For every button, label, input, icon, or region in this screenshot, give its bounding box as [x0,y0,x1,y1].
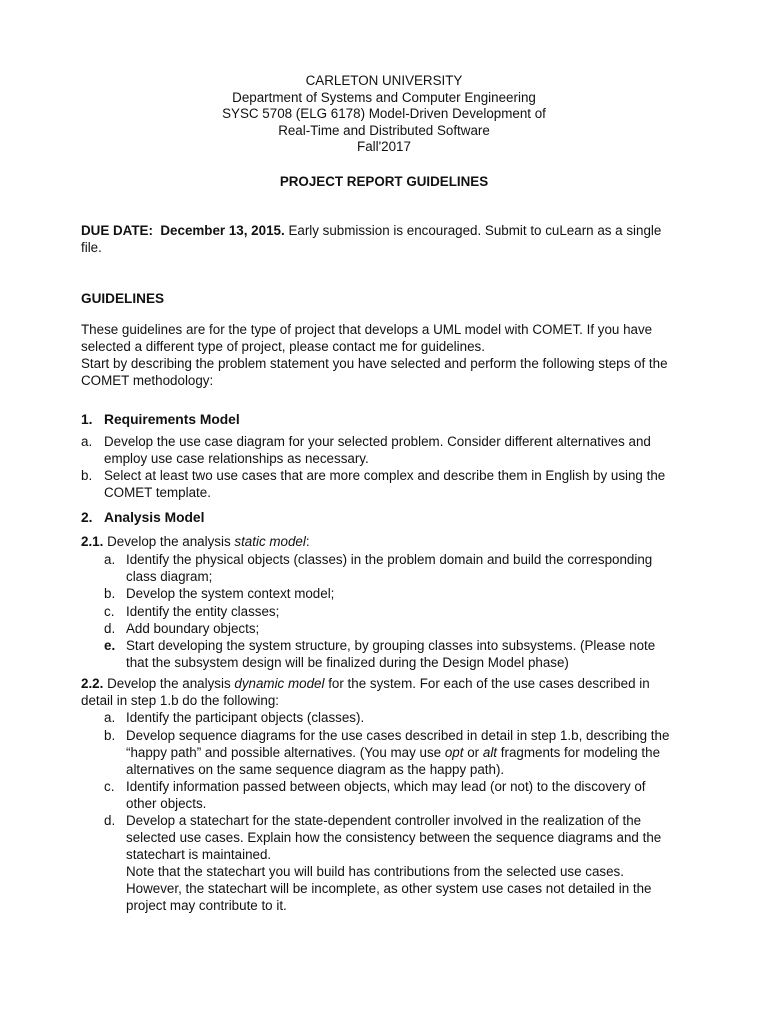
s22-d-note2: However, the statechart will be incomplete, as other system use cases not detailed in the [126,881,652,896]
section-2-1-post: : [305,534,310,549]
s22-c-label: c. [104,779,115,794]
s21-e-label: e. [104,638,116,653]
s22-a-line1: Identify the participant objects (classes). [126,710,365,725]
section-2-1-pre: Develop the analysis [107,534,231,549]
university-name: CARLETON UNIVERSITY [305,73,463,88]
s21-a-line1: Identify the physical objects (classes) in the problem domain and build the corresponding [126,552,653,567]
s21-c-line1: Identify the entity classes; [126,604,280,619]
req-item-a-line1: Develop the use case diagram for your selected problem. Consider different alternatives and [104,434,651,449]
document-header [0,73,768,156]
req-item-b-line1: Select at least two use cases that are more complex and describe them in English by using the [104,468,666,483]
course-title-line2: Real-Time and Distributed Software [278,122,490,138]
page-title: PROJECT REPORT GUIDELINES [279,174,489,189]
s22-c-line2: other objects. [126,796,207,811]
s22-d-line1: Develop a statechart for the state-dependent controller involved in the realization of the [126,813,642,828]
term: Fall'2017 [357,139,411,155]
guidelines-p1-line1: These guidelines are for the type of project that develops a UML model with COMET. If you have [81,322,653,337]
guidelines-p2-line2: COMET methodology: [81,373,214,388]
due-date-label: DUE DATE: [81,223,153,238]
s21-c-label: c. [104,604,115,619]
requirements-number: 1. [81,412,93,427]
s22-d-label: d. [104,813,116,828]
course-title-line1: SYSC 5708 (ELG 6178) Model-Driven Development of [222,106,546,122]
s22-b-line2-pre: “happy path” and possible alternatives. (You may use [126,745,442,760]
s22-d-line3: statechart is maintained. [126,847,272,862]
s22-d-note1: Note that the statechart you will build has contributions from the selected use cases. [126,864,624,879]
s22-b-line2-post: fragments for modeling the [500,745,661,760]
analysis-heading: Analysis Model [104,510,205,525]
s22-c-line1: Identify information passed between objects, which may lead (or not) to the discovery of [126,779,646,794]
s22-b-line2 [126,745,660,762]
s21-e-line2: that the subsystem design will be finalized during the Design Model phase) [126,655,569,670]
s21-a-line2: class diagram; [126,569,213,584]
s22-b-line2-alt: alt [482,745,498,760]
section-2-1-emphasis: static model [234,534,306,549]
s22-b-line2-opt: opt [444,745,464,760]
s21-d-label: d. [104,621,116,636]
section-2-2-line2: detail in step 1.b do the following: [81,693,280,708]
guidelines-p1-line2: selected a different type of project, please contact me for guidelines. [81,339,485,354]
analysis-number: 2. [81,510,93,525]
due-date-value: December 13, 2015. [160,223,285,238]
s21-b-label: b. [104,586,116,601]
req-item-a-label: a. [81,434,93,449]
s22-b-line1: Develop sequence diagrams for the use cases described in detail in step 1.b, describing the [126,728,670,743]
s22-a-label: a. [104,710,116,725]
s22-b-line3: alternatives on the same sequence diagram as the happy path). [126,762,505,777]
section-2-2-pre: Develop the analysis [107,676,231,691]
s22-b-line2-mid: or [467,745,480,760]
s21-e-line1: Start developing the system structure, by grouping classes into subsystems. (Please note [126,638,656,653]
due-date-text: Early submission is encouraged. Submit to cuLearn as a single [288,223,662,238]
s21-b-line1: Develop the system context model; [126,586,335,601]
s22-d-line2: selected use cases. Explain how the consistency between the sequence diagrams and the [126,830,662,845]
guidelines-heading: GUIDELINES [81,291,165,306]
s22-b-label: b. [104,728,116,743]
s21-a-label: a. [104,552,116,567]
guidelines-p2-line1: Start by describing the problem statement you have selected and perform the following steps of the [81,356,668,371]
section-2-2-emphasis: dynamic model [234,676,325,691]
req-item-a-line2: employ use case relationships as necessary. [104,451,369,466]
s22-d-note3: project may contribute to it. [126,898,287,913]
s21-d-line1: Add boundary objects; [126,621,260,636]
section-2-2-intro [81,676,650,693]
section-2-1-intro [81,534,310,551]
req-item-b-line2: COMET template. [104,485,211,500]
section-2-2-post: for the system. For each of the use cases described in [328,676,650,691]
requirements-heading: Requirements Model [104,412,240,427]
department-name: Department of Systems and Computer Engineering [232,89,536,105]
due-date-paragraph [81,223,691,256]
due-date-text-cont: file. [81,239,102,255]
section-2-1-number: 2.1. [81,534,104,549]
req-item-b-label: b. [81,468,93,483]
section-2-2-number: 2.2. [81,676,104,691]
